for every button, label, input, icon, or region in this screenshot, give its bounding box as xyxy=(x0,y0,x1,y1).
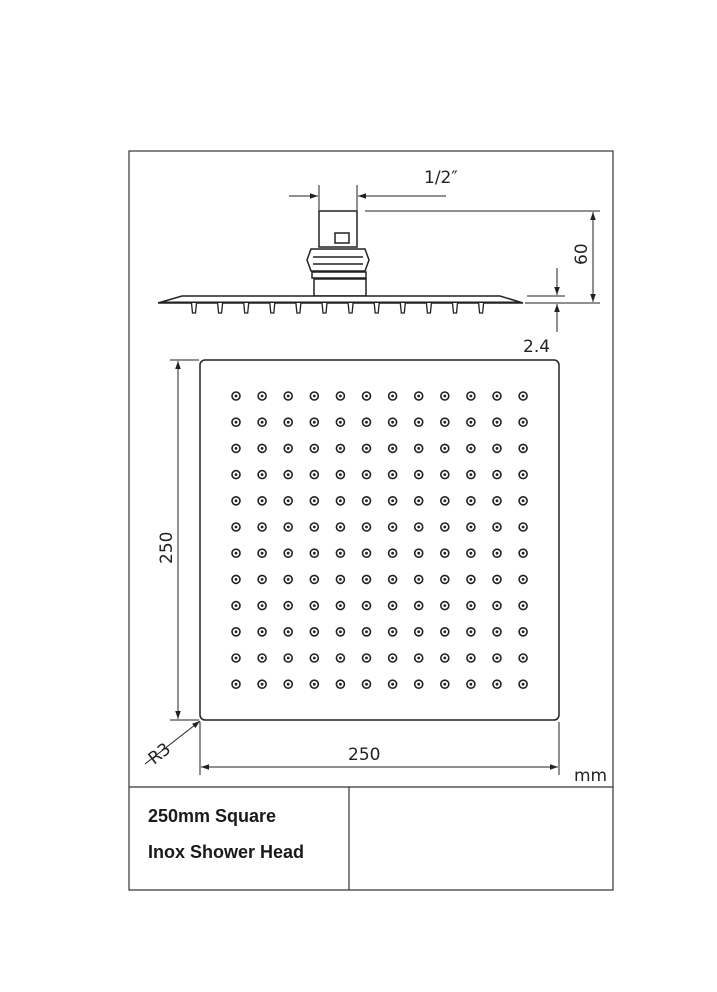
nozzle-hole xyxy=(313,578,316,581)
nozzle-hole xyxy=(391,552,394,555)
nozzle-hole xyxy=(443,447,446,450)
nozzle-hole xyxy=(339,657,342,660)
nozzle-hole xyxy=(339,473,342,476)
nozzle-hole xyxy=(496,657,499,660)
nozzle-hole xyxy=(365,552,368,555)
nozzle-hole xyxy=(391,447,394,450)
nozzle-hole xyxy=(313,473,316,476)
nozzle-hole xyxy=(313,447,316,450)
side-nozzle xyxy=(374,303,379,313)
nozzle-hole xyxy=(496,473,499,476)
nozzle-hole xyxy=(470,395,473,398)
nozzle-hole xyxy=(313,526,316,529)
nozzle-hole xyxy=(417,604,420,607)
nozzle-hole xyxy=(470,473,473,476)
nozzle-hole xyxy=(261,683,264,686)
nozzle-hole xyxy=(496,395,499,398)
nozzle-hole xyxy=(470,499,473,502)
connector-ball xyxy=(307,249,369,271)
nozzle-hole xyxy=(235,552,238,555)
nozzle-hole xyxy=(522,473,525,476)
nozzle-hole xyxy=(339,604,342,607)
nozzle-hole xyxy=(287,499,290,502)
nozzle-hole xyxy=(470,526,473,529)
dim-thickness-label: 2.4 xyxy=(523,337,551,357)
side-nozzle xyxy=(192,303,197,313)
nozzle-hole xyxy=(443,604,446,607)
nozzle-hole xyxy=(287,657,290,660)
nozzle-hole xyxy=(287,578,290,581)
nozzle-hole xyxy=(522,683,525,686)
nozzle-hole xyxy=(365,657,368,660)
nozzle-hole xyxy=(313,395,316,398)
nozzle-hole xyxy=(391,421,394,424)
nozzle-hole xyxy=(287,473,290,476)
nozzle-hole xyxy=(496,526,499,529)
nozzle-hole xyxy=(391,578,394,581)
nozzle-hole xyxy=(417,526,420,529)
nozzle-hole xyxy=(235,499,238,502)
nozzle-hole xyxy=(443,499,446,502)
nozzle-hole xyxy=(287,447,290,450)
side-nozzles xyxy=(192,303,484,313)
nozzle-hole xyxy=(261,604,264,607)
nozzle-hole xyxy=(339,447,342,450)
nozzle-hole xyxy=(443,526,446,529)
nozzle-hole xyxy=(365,421,368,424)
side-nozzle xyxy=(244,303,249,313)
nozzle-hole xyxy=(339,421,342,424)
nozzle-hole xyxy=(496,630,499,633)
nozzle-hole xyxy=(391,604,394,607)
side-nozzle xyxy=(218,303,223,313)
side-nozzle xyxy=(479,303,484,313)
nozzle-hole xyxy=(339,526,342,529)
nozzle-hole xyxy=(313,630,316,633)
nozzle-hole xyxy=(235,657,238,660)
nozzle-hole xyxy=(522,526,525,529)
nozzle-hole xyxy=(522,552,525,555)
shower-plate-top xyxy=(200,360,559,720)
nozzle-hole xyxy=(261,630,264,633)
title-line-1: 250mm Square xyxy=(148,806,277,826)
nozzle-hole xyxy=(313,657,316,660)
nozzle-hole xyxy=(522,421,525,424)
nozzle-hole xyxy=(235,526,238,529)
dim-plate-height-label: 250 xyxy=(157,531,177,564)
title-line-2: Inox Shower Head xyxy=(148,842,305,862)
nozzle-hole xyxy=(235,395,238,398)
nozzle-hole xyxy=(313,552,316,555)
nozzle-hole xyxy=(470,604,473,607)
nozzle-hole xyxy=(417,499,420,502)
nozzle-hole xyxy=(443,473,446,476)
nozzle-hole xyxy=(417,552,420,555)
nozzle-hole xyxy=(287,683,290,686)
nozzle-hole xyxy=(522,604,525,607)
nozzle-hole xyxy=(365,499,368,502)
nozzle-hole xyxy=(235,578,238,581)
nozzle-hole xyxy=(470,447,473,450)
nozzle-hole xyxy=(235,473,238,476)
nozzle-hole xyxy=(443,578,446,581)
nozzle-hole xyxy=(365,683,368,686)
nozzle-hole xyxy=(313,421,316,424)
nozzle-hole xyxy=(443,552,446,555)
nozzle-hole xyxy=(522,447,525,450)
nozzle-hole xyxy=(470,683,473,686)
nozzle-hole xyxy=(443,683,446,686)
connector-base xyxy=(312,272,366,278)
dim-thread xyxy=(289,185,446,210)
nozzle-hole xyxy=(261,421,264,424)
nozzle-hole xyxy=(313,683,316,686)
side-view xyxy=(158,211,523,303)
nozzle-hole xyxy=(391,526,394,529)
nozzle-hole xyxy=(417,578,420,581)
nozzle-hole xyxy=(391,683,394,686)
side-nozzle xyxy=(322,303,327,313)
nozzle-hole xyxy=(443,657,446,660)
nozzle-hole xyxy=(496,421,499,424)
side-nozzle xyxy=(270,303,275,313)
nozzle-hole xyxy=(287,604,290,607)
nozzle-hole xyxy=(496,578,499,581)
nozzle-hole xyxy=(522,499,525,502)
connector-flange xyxy=(314,279,366,296)
nozzle-hole xyxy=(261,526,264,529)
nozzle-hole xyxy=(443,630,446,633)
dim-height xyxy=(365,211,600,303)
nozzle-hole xyxy=(365,630,368,633)
nozzle-hole xyxy=(470,552,473,555)
dim-thickness xyxy=(527,268,565,332)
side-nozzle xyxy=(348,303,353,313)
nozzle-hole xyxy=(261,657,264,660)
nozzle-hole xyxy=(287,630,290,633)
nozzle-hole xyxy=(313,499,316,502)
side-nozzle xyxy=(296,303,301,313)
nozzle-hole xyxy=(470,630,473,633)
nozzle-hole xyxy=(496,604,499,607)
nozzle-hole xyxy=(365,395,368,398)
nozzle-hole xyxy=(391,499,394,502)
nozzle-hole xyxy=(522,578,525,581)
connector-screw xyxy=(335,233,349,243)
nozzle-hole xyxy=(470,421,473,424)
nozzle-hole xyxy=(339,395,342,398)
nozzle-hole xyxy=(365,473,368,476)
nozzle-hole xyxy=(261,499,264,502)
nozzle-hole xyxy=(417,473,420,476)
nozzle-hole xyxy=(470,657,473,660)
nozzle-hole xyxy=(417,395,420,398)
nozzle-hole xyxy=(339,683,342,686)
nozzle-hole xyxy=(443,395,446,398)
title-block-right-cell xyxy=(352,790,610,887)
nozzle-hole xyxy=(522,657,525,660)
nozzle-hole xyxy=(391,473,394,476)
nozzle-hole xyxy=(391,395,394,398)
unit-label: mm xyxy=(574,766,608,786)
nozzle-hole xyxy=(235,604,238,607)
nozzle-hole xyxy=(496,447,499,450)
nozzle-hole xyxy=(522,395,525,398)
nozzle-hole xyxy=(261,578,264,581)
nozzle-hole xyxy=(235,630,238,633)
nozzle-hole xyxy=(417,421,420,424)
nozzle-hole xyxy=(261,395,264,398)
nozzle-hole xyxy=(496,683,499,686)
nozzle-hole xyxy=(287,395,290,398)
nozzle-hole xyxy=(443,421,446,424)
nozzle-hole xyxy=(287,526,290,529)
nozzle-hole xyxy=(235,447,238,450)
nozzle-hole xyxy=(365,447,368,450)
side-nozzle xyxy=(426,303,431,313)
nozzle-hole xyxy=(417,630,420,633)
nozzle-hole xyxy=(261,447,264,450)
nozzle-hole xyxy=(417,657,420,660)
nozzle-hole xyxy=(235,421,238,424)
nozzle-hole xyxy=(391,630,394,633)
nozzle-hole xyxy=(496,552,499,555)
nozzle-hole xyxy=(261,552,264,555)
nozzle-hole xyxy=(339,552,342,555)
side-nozzle xyxy=(400,303,405,313)
nozzle-hole xyxy=(339,630,342,633)
nozzle-hole xyxy=(235,683,238,686)
dim-height-label: 60 xyxy=(572,243,592,265)
dim-corner-radius-label: R3 xyxy=(144,739,175,769)
side-nozzle xyxy=(453,303,458,313)
nozzle-hole xyxy=(287,552,290,555)
nozzle-hole xyxy=(313,604,316,607)
nozzle-hole xyxy=(470,578,473,581)
nozzle-hole xyxy=(287,421,290,424)
nozzle-hole xyxy=(365,604,368,607)
nozzle-hole xyxy=(417,683,420,686)
nozzle-hole xyxy=(339,499,342,502)
nozzle-hole xyxy=(339,578,342,581)
nozzle-hole xyxy=(522,630,525,633)
dim-plate-width-label: 250 xyxy=(348,745,381,765)
nozzle-hole xyxy=(365,526,368,529)
nozzle-hole xyxy=(496,499,499,502)
nozzle-hole xyxy=(417,447,420,450)
nozzle-hole xyxy=(391,657,394,660)
nozzle-hole xyxy=(365,578,368,581)
dim-thread-label: 1/2″ xyxy=(424,168,458,188)
nozzle-hole xyxy=(261,473,264,476)
